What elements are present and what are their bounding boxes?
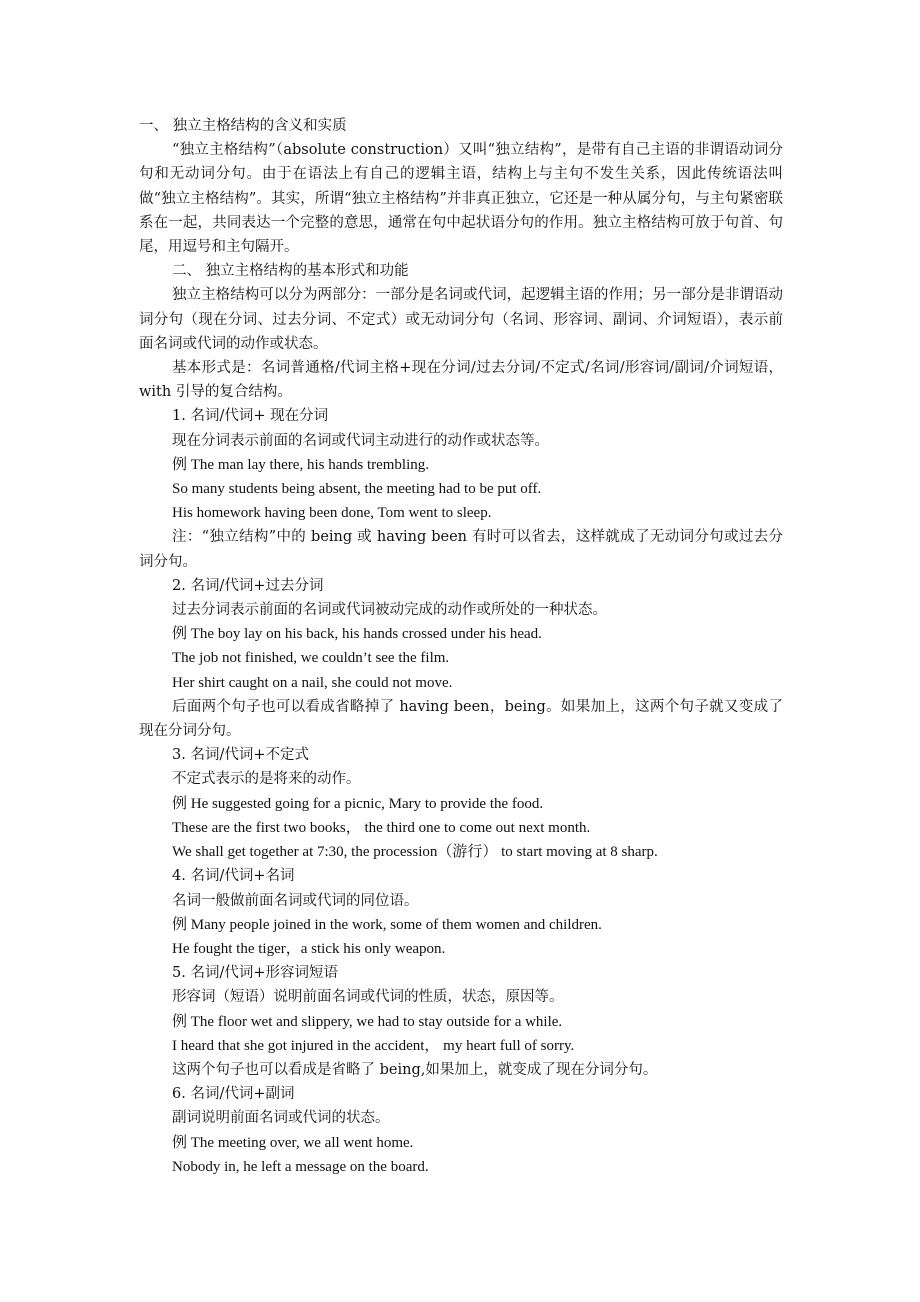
item-5-description: 形容词（短语）说明前面名词或代词的性质，状态，原因等。 — [172, 989, 564, 1006]
item-4-example-2: He fought the tiger，a stick his only weapon. — [172, 940, 446, 957]
item-1-title: 1. 名词/代词+ 现在分词 — [172, 408, 329, 425]
item-2-example-3: Her shirt caught on a nail, she could not move. — [172, 674, 453, 691]
section-1-paragraph: “独立主格结构”（absolute construction）又叫“独立结构”，是带有自己主语的非谓语动词分句和无动词分句。由于在语法上有自己的逻辑主语，结构上与主句不发生关系，因此传统语法叫做“独立主格结构”。其实，所谓“独立主格结构”并非真正独立，它还是一种从属分句，与主句紧密联系在一起，共同表达一个完整的意思，通常在句中起状语分句的作用。独立主格结构可放于句首、句尾，用逗号和主句隔开。 — [139, 142, 783, 256]
item-6-description: 副词说明前面名词或代词的状态。 — [172, 1110, 390, 1127]
document-body — [139, 114, 783, 1179]
item-4-title: 4. 名词/代词+名词 — [172, 868, 295, 885]
section-2-paragraph: 独立主格结构可以分为两部分：一部分是名词或代词，起逻辑主语的作用；另一部分是非谓语动词分句（现在分词、过去分词、不定式）或无动词分句（名词、形容词、副词、介词短语），表示前面名词或代词的动作或状态。 — [139, 287, 783, 352]
item-6-title: 6. 名词/代词+副词 — [172, 1086, 295, 1103]
item-1-example-3: His homework having been done, Tom went to sleep. — [172, 505, 492, 522]
item-2-example-1: 例 The boy lay on his back, his hands crossed under his head. — [172, 626, 542, 643]
item-5-example-1: 例 The floor wet and slippery, we had to stay outside for a while. — [172, 1013, 563, 1030]
item-5-example-2: I heard that she got injured in the accident， my heart full of sorry. — [172, 1037, 575, 1054]
item-2-title: 2. 名词/代词+过去分词 — [172, 577, 324, 594]
item-3-title: 3. 名词/代词+不定式 — [172, 747, 309, 764]
item-1-example-2: So many students being absent, the meeting had to be put off. — [172, 481, 542, 498]
item-6-example-1: 例 The meeting over, we all went home. — [172, 1134, 414, 1151]
item-1-note: 注：“独立结构”中的 being 或 having been 有时可以省去，这样就成了无动词分句或过去分词分句。 — [139, 529, 783, 570]
item-2-note: 后面两个句子也可以看成省略掉了 having been，being。如果加上，这两个句子就又变成了现在分词分句。 — [139, 698, 783, 740]
item-4-example-1: 例 Many people joined in the work, some of them women and children. — [172, 916, 602, 933]
item-6-example-2: Nobody in, he left a message on the board. — [172, 1158, 429, 1175]
item-5-title: 5. 名词/代词+形容词短语 — [172, 965, 338, 982]
item-1-example-1: 例 The man lay there, his hands trembling. — [172, 456, 430, 473]
item-3-description: 不定式表示的是将来的动作。 — [172, 771, 361, 788]
item-3-example-3: We shall get together at 7:30, the procession（游行） to start moving at 8 sharp. — [172, 844, 658, 861]
item-1-description: 现在分词表示前面的名词或代词主动进行的动作或状态等。 — [172, 432, 549, 449]
item-2-description: 过去分词表示前面的名词或代词被动完成的动作或所处的一种状态。 — [172, 602, 607, 619]
item-3-example-2: These are the first two books， the third one to come out next month. — [172, 819, 591, 836]
item-2-example-2: The job not finished, we couldn’t see the film. — [172, 650, 450, 667]
section-2-heading: 二、 独立主格结构的基本形式和功能 — [172, 263, 409, 280]
item-5-note: 这两个句子也可以看成是省略了 being,如果加上，就变成了现在分词分句。 — [172, 1061, 658, 1078]
item-3-example-1: 例 He suggested going for a picnic, Mary to provide the food. — [172, 795, 544, 812]
section-1-heading: 一、 独立主格结构的含义和实质 — [139, 118, 347, 134]
basic-form-paragraph: 基本形式是：名词普通格/代词主格+现在分词/过去分词/不定式/名词/形容词/副词/介词短语，with 引导的复合结构。 — [139, 360, 783, 401]
item-4-description: 名词一般做前面名词或代词的同位语。 — [172, 892, 419, 909]
